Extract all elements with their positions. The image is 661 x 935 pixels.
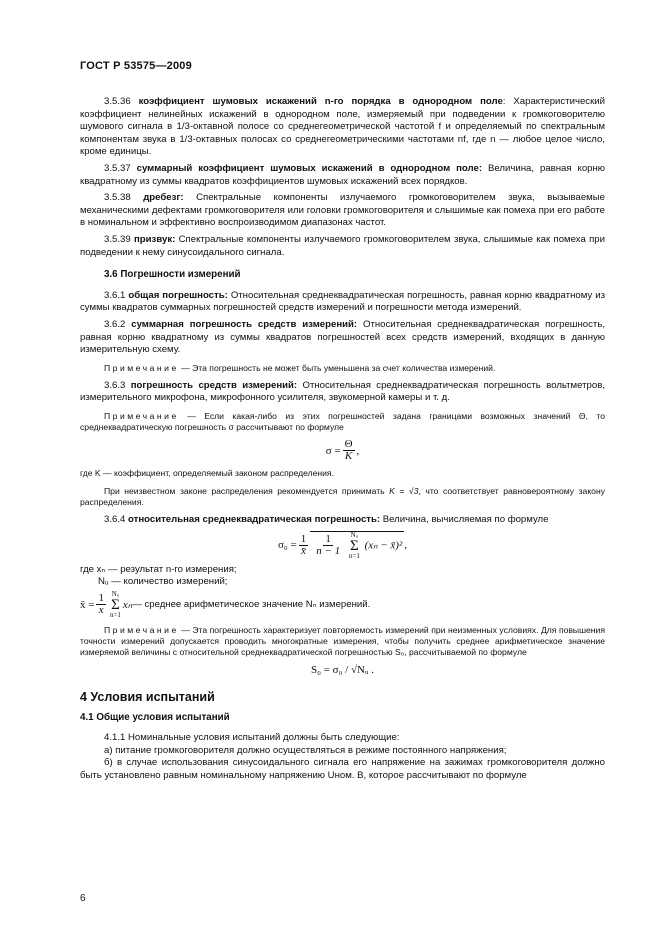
formula-sigma: σ = $\frac{\Theta}{K}$ , — [325, 438, 360, 463]
formula-s0: S₀ = σ₀ / √Nᵤ . — [310, 664, 375, 677]
para-4-1-1-b: б) в случае использования синусоидального сигнала его напряжение на зажимах громкоговорителя должно быть установлено равным номинальному напряжению Uном. В, которое рассчитывают по формуле — [80, 757, 605, 782]
section-4-1-title: 4.1 Общие условия испытаний — [80, 711, 230, 723]
term-3-6-2: 3.6.2 суммарная погрешность средств измерений: Относительная среднеквадратическая погрешность, равная корню квадратному из суммы квадратов погрешностей всех средств измерений, входящих в данную измерительную схему. — [80, 318, 605, 356]
where-mean: x̄ = $\frac{1}{x}$ Nᵤ Σ n=1 xₙ — среднее арифметическое значение Nₙ измерений. — [80, 589, 371, 619]
para-4-1-1: 4.1.1 Номинальные условия испытаний должны быть следующие: — [104, 732, 400, 744]
where-nu: Nᵤ — количество измерений; — [98, 576, 228, 588]
term-3-6-4: 3.6.4 относительная среднеквадратическая погрешность: Величина, вычисляемая по формуле — [104, 514, 549, 526]
term-3-5-38: 3.5.38 дребезг: Спектральные компоненты излучаемого громкоговорителем звука, вызываемые механическими дефектами громкоговорителя или головки громкоговорителя и слышимые как помеха при его работе в номинальном и эффективно воспроизводимом диапазонах частот. — [80, 192, 605, 229]
where-xn: где xₙ — результат n-го измерения; — [80, 563, 237, 575]
document-header: ГОСТ Р 53575—2009 — [80, 60, 192, 72]
section-4-title: 4 Условия испытаний — [80, 690, 215, 705]
where-k: где K — коэффициент, определяемый законом распределения. — [80, 468, 334, 479]
term-3-5-39: 3.5.39 призвук: Спектральные компоненты излучаемого громкоговорителем звука, слышимые как помеха при подведении к нему синусоидального сигнала. — [80, 233, 605, 258]
note-1: Примечание — Эта погрешность не может быть уменьшена за счет количества измерений. — [104, 362, 496, 373]
document-body — [80, 96, 605, 783]
page-number: 6 — [80, 893, 86, 904]
term-3-5-37: 3.5.37 суммарный коэффициент шумовых искажений в однородном поле: Величина, равная корню квадратному из суммы квадратов коэффициентов шумовых искажений всех порядков. — [80, 162, 605, 187]
formula-sigma0: σ₀ = $\frac{1}{x̄}$ $\frac{1}{n - 1}$ Nᵤ Σ n=1 (xₙ − x̄)² , — [277, 530, 408, 560]
note-3: Примечание — Эта погрешность характеризует повторяемость измерений при неизменных условиях. Для повышения точности измерений допускается проводить многократные измерения, чтобы получить среднее арифметическое значение измеряемой величины с относительной среднеквадратической погрешностью S₀, рассчитываемой по формуле — [80, 624, 605, 658]
note-2: Примечание — Если какая-либо из этих погрешностей задана границами возможных значений Θ, то среднеквадратическую погрешность σ рассчитывают по формуле — [80, 411, 605, 433]
term-3-5-36: 3.5.36 коэффициент шумовых искажений n-го порядка в однородном поле: Характеристический коэффициент нелинейных искажений в однородном поле, измеряемый при подведении к громкоговорителю шумового сигнала в 1/3-октавной полосе со среднегеометрической частотой f и определяемый по спектральным компонентам звука в 1/3-октавных полосах со среднегеометрическими частотами nf, где n — любое целое число, кроме единицы. — [80, 96, 605, 158]
term-3-6-3: 3.6.3 погрешность средств измерений: Относительная среднеквадратическая погрешность вольтметров, измерительного микрофона, микрофонного усилителя, звукомерной камеры и т. д. — [80, 379, 605, 404]
section-3-6-title: 3.6 Погрешности измерений — [104, 269, 241, 281]
term-3-6-1: 3.6.1 общая погрешность: Относительная среднеквадратическая погрешность, равная корню квадратному из суммы квадратов суммарных погрешностей средств измерений и погрешности метода измерений. — [80, 289, 605, 314]
para-4-1-1-a: а) питание громкоговорителя должно осуществляться в режиме постоянного напряжения; — [104, 744, 507, 756]
k-recommendation: При неизвестном законе распределения рекомендуется принимать K = √3, что соответствует равновероятному закону распределения. — [80, 485, 606, 507]
